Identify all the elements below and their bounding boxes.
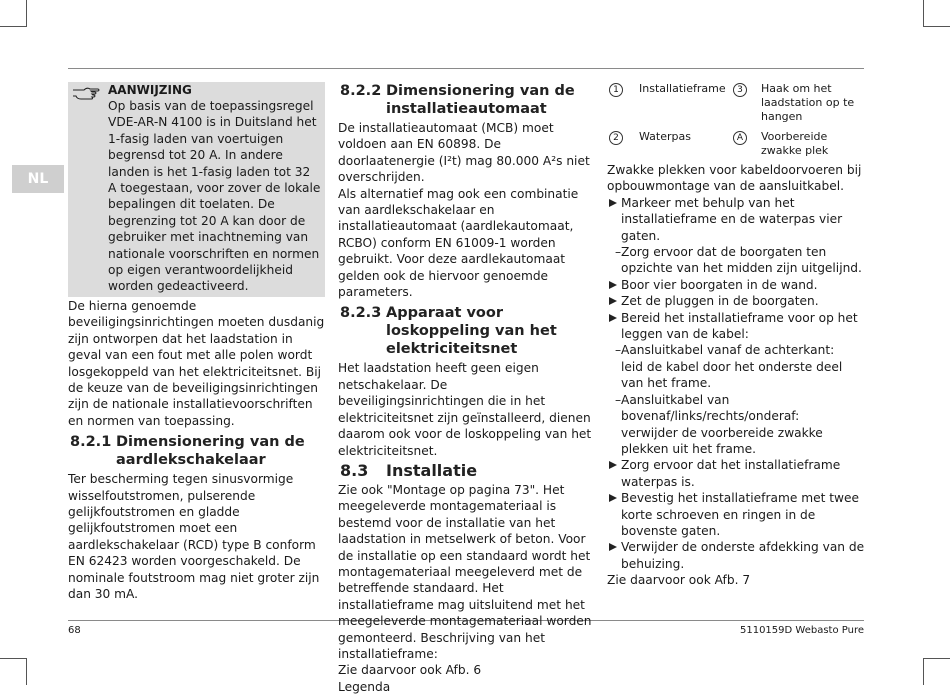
substep-item: [607, 392, 865, 425]
legend-key-badge: A: [733, 131, 747, 145]
substep-item: [607, 342, 865, 358]
section-8-2-2-heading: [338, 82, 596, 118]
section-number: 8.2.3: [340, 305, 382, 322]
section-title: Apparaat voor loskoppeling van het elektriciteitsnet: [386, 305, 557, 358]
step-text: Bevestig het installatieframe met twee korte schroeven en ringen in de bovenste gaten.: [621, 491, 859, 538]
step-text: Zorg ervoor dat het installatieframe waterpas is.: [621, 458, 841, 489]
section-title: Dimensionering van de aardlekschakelaar: [116, 434, 305, 469]
section-number: 8.3: [340, 460, 369, 480]
figure-reference: Zie daarvoor ook Afb. 7: [607, 573, 751, 588]
figure-reference: Zie daarvoor ook Afb. 6: [338, 663, 482, 678]
header-rule: [68, 68, 864, 69]
dash-marker: –: [615, 343, 622, 358]
step-item: [607, 457, 865, 490]
bullet-triangle-icon: [609, 461, 617, 469]
bullet-triangle-icon: [609, 281, 617, 289]
step-text: Markeer met behulp van het installatieframe en de waterpas vier gaten.: [621, 195, 843, 243]
note-title: AANWIJZING: [108, 83, 192, 97]
step-text: Boor vier boorgaten in de wand.: [621, 277, 818, 292]
language-tab: [12, 165, 64, 193]
section-title: Dimensionering van de installatieautomaat: [386, 83, 575, 117]
legend-key-badge: 2: [609, 131, 623, 145]
substep-detail: leid de kabel door het onderste deel van het frame.: [621, 359, 843, 391]
dash-marker: –: [615, 245, 622, 260]
column-left: [68, 82, 325, 602]
legend-key-badge: 1: [609, 83, 623, 97]
legend-key-badge: 3: [733, 83, 747, 97]
step-item: [607, 277, 865, 293]
rcd-paragraph: Ter bescherming tegen sinusvormige wisselfoutstromen, pulserende gelijkfoutstromen en gladde gelijkfoutstromen moet een aardlekschakelaar (RCD) type B conform EN 62423 worden voorgeschakeld. De nominale foutstroom mag niet groter zijn dan 30 mA.: [68, 472, 320, 601]
legend-text: Installatieframe: [639, 82, 726, 95]
legend-label: Legenda: [338, 679, 391, 694]
column-right: [607, 82, 865, 589]
bullet-triangle-icon: [609, 297, 617, 305]
weak-spot-intro: Zwakke plekken voor kabeldoorvoeren bij opbouwmontage van de aansluitkabel.: [607, 163, 862, 194]
section-8-3-heading: [338, 461, 596, 481]
bullet-triangle-icon: [609, 543, 617, 551]
crop-mark-bottom-left: [0, 658, 27, 685]
pointing-hand-icon: [71, 84, 103, 102]
legend-table: [607, 82, 865, 162]
step-item: [607, 310, 865, 343]
crop-mark-top-right: [923, 0, 950, 27]
step-text: Bereid het installatieframe voor op het leggen van de kabel:: [621, 310, 858, 342]
substep-item: [607, 244, 865, 277]
step-text: Zet de pluggen in de boorgaten.: [621, 294, 819, 309]
crop-mark-top-left: [0, 0, 27, 27]
step-text: Verwijder de onderste afdekking van de behuizing.: [621, 540, 865, 571]
legend-text: Voorbereide zwakke plek: [761, 130, 829, 157]
bullet-triangle-icon: [609, 199, 617, 207]
substep-detail: verwijder de voorbereide zwakke plekken uit het frame.: [621, 425, 823, 456]
substep-text: Aansluitkabel vanaf de achterkant:: [621, 343, 835, 358]
step-item: [607, 293, 865, 309]
language-tab-label: NL: [27, 171, 49, 187]
section-8-2-1-heading: [68, 433, 325, 469]
crop-mark-bottom-right: [923, 658, 950, 685]
substep-text: Aansluitkabel van bovenaf/links/rechts/onderaf:: [621, 392, 800, 424]
bullet-triangle-icon: [609, 494, 617, 502]
section-8-2-3-heading: [338, 304, 596, 358]
rcbo-paragraph: Als alternatief mag ook een combinatie van aardlekschakelaar en installatieautomaat (aardlekautomaat, RCBO) conform EN 61009-1 worden gebruikt. Voor deze aardlekautomaat gelden ook de hiervoor genoemde parameters.: [338, 186, 579, 300]
step-item: [607, 195, 865, 244]
disconnect-paragraph: Het laadstation heeft geen eigen netschakelaar. De beveiligingsinrichtingen die in het elektriciteitsnet zijn geïnstalleerd, dienen daarom ook voor de loskoppeling van het elektriciteitsnet.: [338, 361, 592, 458]
note-text: Op basis van de toepassingsregel VDE-AR-N 4100 is in Duitsland het 1-fasig laden van voertuigen begrensd tot 20 A. In andere landen is het 1-fasig laden tot 32 A toegestaan, voor zover de lokale bepalingen dit toelaten. De begrenzing tot 20 A kan door de gebruiker met inachtneming van nationale voorschriften en normen op eigen verantwoordelijkheid worden gedeactiveerd.: [108, 99, 321, 294]
step-item: [607, 490, 865, 539]
column-middle: [338, 82, 596, 695]
note-box: [68, 82, 325, 297]
step-item: [607, 539, 865, 572]
section-number: 8.2.2: [340, 83, 382, 99]
dash-marker: –: [615, 392, 622, 407]
page-number: 68: [68, 625, 81, 636]
installation-paragraph: Zie ook "Montage op pagina 73". Het meegeleverde montagemateriaal is bestemd voor de installatie van het laadstation in metselwerk of beton. Voor de installatie op een standaard wordt het montagemateriaal meegeleverd met de betreffende standaard. Het installatieframe mag uitsluitend met het meegeleverde montagemateriaal worden gemonteerd. Beschrijving van het installatieframe:: [338, 482, 592, 661]
document-reference: 5110159D Webasto Pure: [739, 625, 864, 636]
mcb-paragraph: De installatieautomaat (MCB) moet voldoen aan EN 60898. De doorlaatenergie (I²t) mag 80.000 A²s niet overschrijden.: [338, 121, 590, 185]
legend-text: Waterpas: [639, 130, 691, 143]
substep-text: Zorg ervoor dat de boorgaten ten opzichte van het midden zijn uitgelijnd.: [621, 245, 862, 276]
legend-text: Haak om het laadstation op te hangen: [761, 82, 855, 123]
section-number: 8.2.1: [70, 434, 112, 451]
protection-intro-paragraph: De hierna genoemde beveiligingsinrichtingen moeten dusdanig zijn ontworpen dat het laadstation in geval van een fout met alle polen wordt losgekoppeld van het elektriciteitsnet. Bij de keuze van de beveiligingsinrichtingen zijn de nationale installatievoorschriften en normen van toepassing.: [68, 298, 325, 428]
section-title: Installatie: [386, 460, 478, 480]
bullet-triangle-icon: [609, 314, 617, 322]
